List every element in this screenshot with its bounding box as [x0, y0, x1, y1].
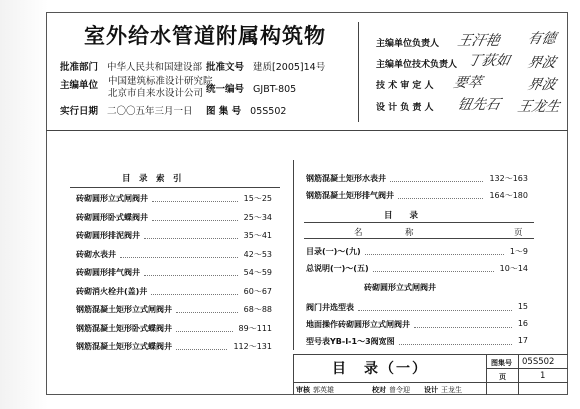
toc-row-pages: 112～131 — [233, 342, 272, 351]
right-toc-rule-2 — [304, 238, 534, 239]
approve-dept-label: 批准部门 — [60, 62, 99, 73]
date-label: 实行日期 — [60, 106, 99, 117]
toc-row-label: 砖砌圆形排气阀井 — [76, 268, 140, 277]
toc-row-leader — [152, 220, 238, 221]
toc-row-leader — [398, 198, 483, 199]
review-name: 郭英雄 — [313, 386, 334, 394]
approve-dept-value: 中华人民共和国建设部 — [107, 62, 203, 73]
date-value: 二〇〇五年三月一日 — [107, 106, 193, 117]
toc-row — [76, 267, 272, 278]
toc-row-pages: 16 — [517, 319, 528, 328]
toc-row — [306, 302, 528, 313]
right-toc-col-page: 页 — [514, 228, 523, 238]
left-toc-header: 目 录 索 引 — [122, 174, 182, 184]
header-divider — [46, 130, 568, 131]
toc-row-label: 目录(一)～(九) — [306, 247, 361, 256]
approve-doc — [206, 62, 325, 74]
toc-row — [306, 246, 528, 257]
toc-row-leader — [358, 310, 512, 311]
title-block-left — [293, 354, 294, 395]
toc-row-pages: 164～180 — [489, 191, 528, 200]
atlas-label: 图 集 号 — [206, 106, 242, 117]
left-toc-rule — [70, 187, 280, 188]
signature-4a: 钮先石 — [456, 97, 502, 113]
right-toc-header: 目 录 — [384, 211, 419, 221]
toc-row-label: 地面操作砖砌圆形立式闸阀井 — [306, 320, 410, 329]
title-block-sep-2 — [518, 354, 519, 395]
toc-row — [306, 263, 528, 274]
toc-row-pages: 25～34 — [243, 212, 272, 222]
toc-row-label: 钢筋混凝土矩形卧式蝶阀井 — [76, 323, 172, 333]
toc-row-pages: 60～67 — [243, 286, 272, 296]
toc-row-leader — [176, 312, 238, 313]
design-name: 王龙生 — [441, 386, 462, 394]
toc-row-leader — [151, 294, 237, 295]
sheet-page-value: 1 — [540, 371, 546, 381]
toc-row-label: 钢筋混凝土矩形排气阀井 — [306, 191, 394, 200]
atlas-row — [206, 106, 286, 118]
toc-row-leader — [176, 331, 233, 332]
toc-row-label: 砖砌圆形立式闸阀井 — [76, 194, 148, 203]
toc-row-label: 钢筋混凝土矩形立式蝶阀井 — [76, 342, 172, 351]
toc-row — [306, 319, 528, 330]
toc-row-leader — [120, 257, 238, 258]
signature-1a: 王汗艳 — [456, 33, 502, 49]
toc-row-label: 钢筋混凝土矩形立式闸阀井 — [76, 305, 172, 314]
toc-row-label: 砖砌圆形排泥阀井 — [76, 231, 140, 240]
sig-label-3: 技 术 审 定 人 — [376, 81, 434, 91]
design-label: 设计 — [424, 386, 438, 394]
toc-row — [76, 341, 272, 352]
toc-row-pages: 35～41 — [243, 231, 272, 240]
sig-label-2: 主编单位技术负责人 — [376, 60, 458, 70]
toc-row-label: 总说明(一)～(五) — [306, 264, 369, 273]
toc-row-leader — [373, 271, 494, 272]
toc-row-leader — [176, 349, 227, 350]
toc-row — [76, 230, 272, 241]
code-row — [206, 84, 296, 96]
date-row — [60, 106, 193, 118]
toc-row — [306, 336, 528, 347]
toc-row — [76, 304, 272, 315]
sheet-atlas-value: 05S502 — [522, 357, 555, 367]
editor-unit-value2: 北京市自来水设计公司 — [108, 88, 204, 99]
editor-unit-label: 主编单位 — [60, 80, 99, 91]
approve-dept — [60, 62, 202, 74]
toc-row-label: 阀门井选型表 — [306, 303, 354, 312]
toc-row — [76, 193, 272, 204]
toc-row — [76, 212, 272, 223]
signature-3b: 界波 — [526, 77, 558, 93]
toc-row-label: 砖砌水表井 — [76, 249, 116, 259]
sig-label-4: 设 计 负 责 人 — [376, 103, 434, 113]
code-label: 统一编号 — [206, 84, 245, 95]
page-title: 室外给水管道附属构筑物 — [84, 23, 326, 48]
check-label: 校对 — [372, 386, 386, 394]
right-toc-col-title: 名 称 — [354, 228, 414, 238]
toc-row-leader — [390, 181, 483, 182]
toc-row — [76, 323, 272, 334]
sig-label-1: 主编单位负责人 — [376, 39, 440, 49]
approve-doc-value: 建质[2005]14号 — [253, 62, 326, 73]
title-block-sep-3 — [486, 368, 568, 369]
approve-doc-label: 批准文号 — [206, 62, 245, 73]
toc-row-pages: 89～111 — [238, 323, 272, 333]
toc-row-leader — [365, 254, 504, 255]
toc-row-label: 砖砌圆形卧式蝶阀井 — [76, 212, 148, 222]
atlas-value: 05S502 — [250, 106, 287, 117]
signature-3a: 要萃 — [452, 75, 484, 91]
title-block-sep-1 — [486, 354, 487, 395]
sheet-atlas-label: 图集号 — [491, 359, 512, 367]
toc-row-pages: 132～163 — [489, 174, 528, 183]
toc-row — [76, 249, 272, 260]
toc-row-pages: 42～53 — [243, 249, 272, 259]
toc-row-label: 砖砌消火栓井(盖)井 — [76, 286, 148, 296]
review-label: 审核 — [296, 386, 310, 394]
toc-row-pages: 1～9 — [509, 247, 528, 256]
toc-row-label: 钢筋混凝土矩形水表井 — [306, 174, 386, 183]
toc-row-pages: 15～25 — [243, 194, 272, 203]
toc-row-pages: 68～88 — [243, 305, 272, 314]
check-name: 曾令迎 — [389, 386, 410, 394]
toc-row-leader — [414, 327, 512, 328]
signature-4b: 王龙生 — [516, 99, 562, 115]
sheet-page-label: 页 — [499, 373, 506, 381]
toc-row — [306, 173, 528, 184]
toc-row-leader — [152, 201, 238, 202]
toc-row — [76, 286, 272, 297]
toc-row-pages: 10～14 — [499, 264, 528, 273]
title-block-mid — [293, 382, 568, 383]
signature-1b: 有德 — [526, 31, 558, 47]
editor-unit-value1: 中国建筑标准设计研究院 — [108, 76, 213, 87]
toc-row-pages: 54～59 — [243, 268, 272, 277]
signature-2a: 丁荻如 — [466, 53, 512, 69]
right-toc-section: 砖砌圆形立式闸阀井 — [364, 283, 436, 292]
code-value: GJBT-805 — [253, 84, 297, 95]
toc-row — [306, 190, 528, 201]
signature-2b: 界波 — [526, 55, 558, 71]
toc-row-pages: 17 — [517, 336, 528, 345]
title-block-top — [293, 354, 568, 355]
signature-divider — [358, 22, 359, 122]
right-toc-rule-1 — [304, 222, 534, 223]
toc-row-leader — [144, 238, 238, 239]
toc-row-leader — [399, 344, 512, 345]
column-divider — [293, 160, 294, 350]
toc-row-label: 型号表YB-Ⅰ-1～3阀宽图 — [306, 337, 395, 346]
sheet-title: 目 录（一） — [332, 361, 428, 377]
binding-margin — [0, 0, 48, 409]
toc-row-leader — [144, 275, 238, 276]
toc-row-pages: 15 — [517, 302, 528, 311]
